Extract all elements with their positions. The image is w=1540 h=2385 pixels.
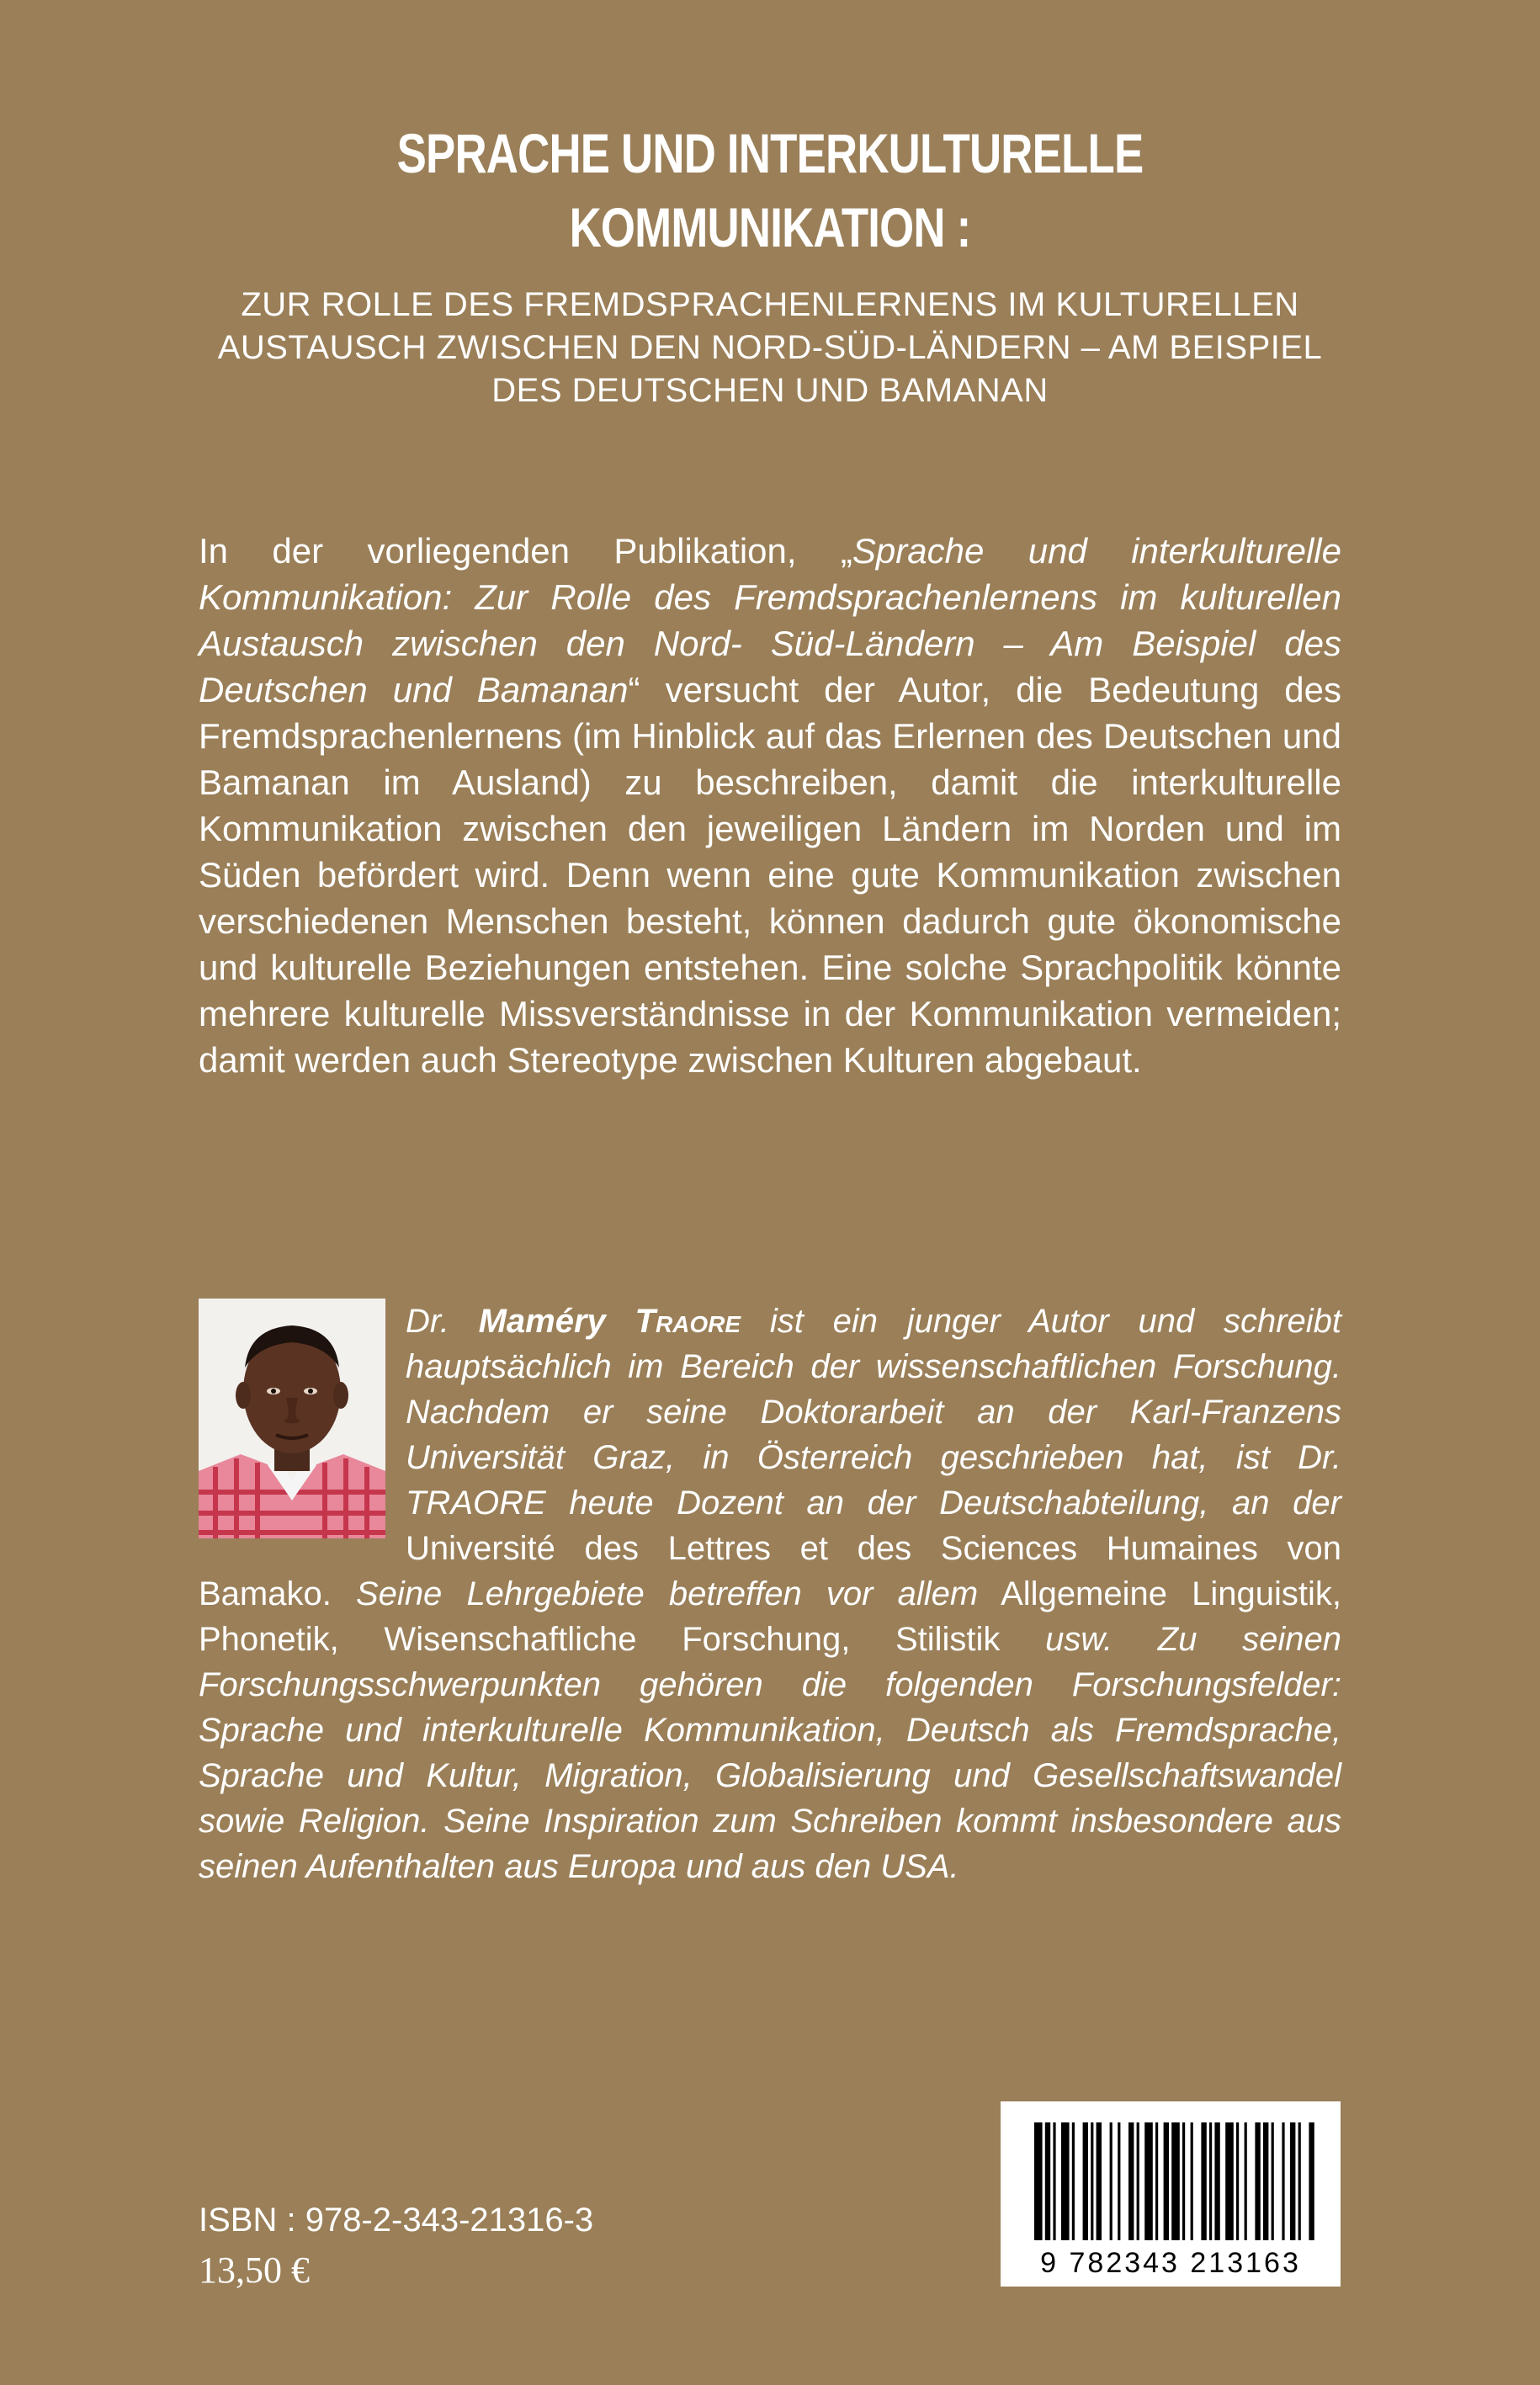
book-subtitle bbox=[168, 284, 1372, 412]
bio-prefix: Dr. bbox=[406, 1303, 479, 1340]
price: 13,50 € bbox=[199, 2250, 310, 2291]
book-title-line-1: SPRACHE UND INTERKULTURELLE bbox=[396, 122, 1144, 184]
barcode-bar bbox=[1214, 2122, 1219, 2240]
isbn: ISBN : 978-2-343-21316-3 bbox=[199, 2202, 594, 2239]
bio-part-4: Allgemeine Linguistik, Phonetik, Wisenschaftliche Forschung, Stilistik bbox=[199, 1575, 1342, 1658]
barcode-bar bbox=[1097, 2122, 1102, 2240]
barcode-bar bbox=[1110, 2122, 1113, 2240]
barcode-bar bbox=[1309, 2122, 1314, 2240]
description-intro: In der vorliegenden Publikation, „ bbox=[199, 531, 852, 571]
barcode-bar bbox=[1137, 2122, 1139, 2240]
author-first-name: Maméry bbox=[478, 1303, 606, 1340]
barcode-bar bbox=[1290, 2122, 1295, 2240]
barcode-bar bbox=[1083, 2122, 1088, 2240]
barcode-bar bbox=[1182, 2122, 1185, 2240]
barcode-bar bbox=[1118, 2122, 1120, 2240]
barcode-digits: 9 782343 213163 bbox=[1040, 2247, 1301, 2279]
book-subtitle-line-1: ZUR ROLLE DES FREMDSPRACHENLERNENS IM KULTURELLEN bbox=[241, 286, 1299, 323]
barcode-bar bbox=[1053, 2122, 1055, 2240]
barcode-bar bbox=[1164, 2122, 1169, 2240]
bio-part-2: Université des Lettres et des Sciences Humaines von Bamako. bbox=[199, 1530, 1341, 1612]
author-last-name: Traore bbox=[635, 1303, 741, 1340]
barcode-bar bbox=[1072, 2122, 1075, 2240]
author-photo bbox=[199, 1299, 385, 1538]
description-body: “ versucht der Autor, die Bedeutung des Fremdsprachenlernens (im Hinblick auf das Erlernen des Deutschen und Bamanan im Ausland) zu beschreiben, damit die interkulturelle Kommunikation zwischen den jeweiligen Ländern im Norden und im Süden befördert wird. Denn wenn eine gute Kommunikation zwischen verschiedenen Menschen besteht, können dadurch gute ökonomische und kulturelle Beziehungen entstehen. Eine solche Sprachpolitik könnte mehrere kulturelle Missverständnisse in der Kommunikation vermeiden; damit werden auch Stereotype zwischen Kulturen abgebaut. bbox=[199, 670, 1341, 1080]
barcode-bar bbox=[1061, 2122, 1070, 2240]
description-book-title: Sprache und interkulturelle Kommunikation: Zur Rolle des Fremdsprachenlernens im kulturellen Austausch zwischen den Nord- Süd-Ländern – Am Beispiel des Deutschen und Bamanan bbox=[199, 531, 1341, 709]
barcode-bar bbox=[1225, 2122, 1234, 2240]
barcode-bar bbox=[1282, 2122, 1284, 2240]
barcode-bar bbox=[1144, 2122, 1153, 2240]
book-description bbox=[199, 528, 1341, 1083]
book-title-line-2: KOMMUNIKATION : bbox=[569, 196, 971, 258]
barcode-bar bbox=[1298, 2122, 1301, 2240]
barcode bbox=[1001, 2101, 1341, 2287]
barcode-bar bbox=[1236, 2122, 1239, 2240]
book-title bbox=[154, 116, 1386, 264]
barcode-bars bbox=[1001, 2101, 1341, 2253]
barcode-bar bbox=[1128, 2122, 1134, 2240]
barcode-bar bbox=[1034, 2122, 1043, 2240]
book-subtitle-line-2: AUSTAUSCH ZWISCHEN DEN NORD-SÜD-LÄNDERN – AM BEISPIEL bbox=[217, 329, 1323, 366]
barcode-bar bbox=[1255, 2122, 1260, 2240]
bio-part-3: Seine Lehrgebiete betreffen vor allem bbox=[356, 1575, 979, 1612]
barcode-bar bbox=[1171, 2122, 1180, 2240]
barcode-bar bbox=[1263, 2122, 1268, 2240]
book-subtitle-line-3: DES DEUTSCHEN UND BAMANAN bbox=[491, 372, 1049, 409]
barcode-bar bbox=[1201, 2122, 1206, 2240]
barcode-bar bbox=[1155, 2122, 1158, 2240]
barcode-bar bbox=[1245, 2122, 1247, 2240]
barcode-bar bbox=[1091, 2122, 1093, 2240]
barcode-bar bbox=[1272, 2122, 1274, 2240]
bio-part-5: usw. Zu seinen Forschungsschwerpunkten gehören die folgenden Forschungsfelder: Sprache und interkulturelle Kommunikation, Deutsch als Fremdsprache, Sprache und Kultur, Migration, Globalisierung und Gesellschaftswandel sowie Religion. Seine Inspiration zum Schreiben kommt insbesondere aus seinen Aufenthalten aus Europa und aus den USA. bbox=[199, 1621, 1341, 1885]
barcode-bar bbox=[1191, 2122, 1193, 2240]
barcode-bar bbox=[1209, 2122, 1212, 2240]
bio-part-1: ist ein junger Autor und schreibt hauptsächlich im Bereich der wissenschaftlichen Forschung. Nachdem er seine Doktorarbeit an der Karl-Franzens Universität Graz, in Österreich geschrieben hat, ist Dr. TRAORE heute Dozent an der Deutschabteilung, an der bbox=[406, 1303, 1341, 1522]
barcode-bar bbox=[1045, 2122, 1050, 2240]
